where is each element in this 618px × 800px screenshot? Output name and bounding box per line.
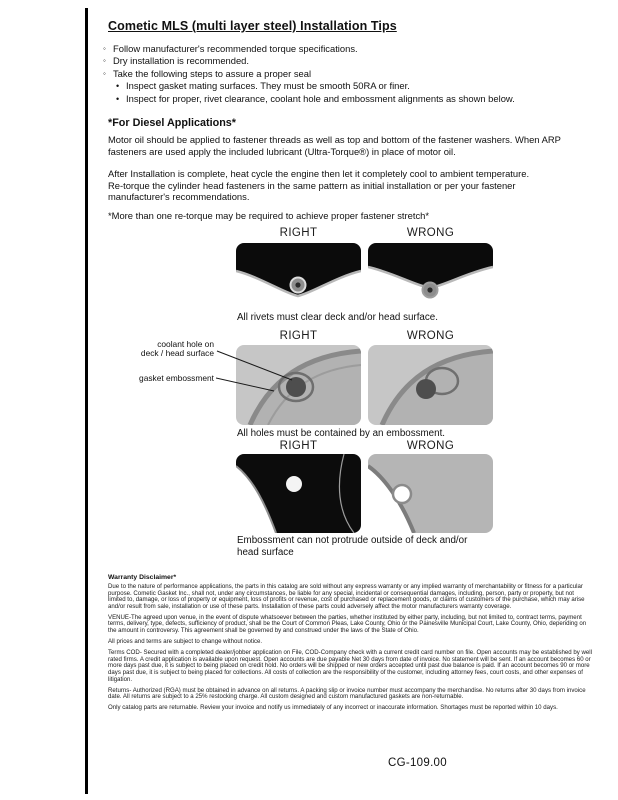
page-edge-line bbox=[85, 8, 88, 794]
list-item bbox=[103, 43, 515, 55]
filled-bullet-icon: • bbox=[116, 93, 120, 104]
diagram-hole-right bbox=[236, 345, 361, 425]
rivet-wrong-illustration bbox=[368, 243, 493, 309]
filled-bullet-icon: • bbox=[116, 81, 120, 92]
coolant-hole-label-line2: deck / head surface bbox=[140, 348, 214, 359]
list-item-text: Follow manufacturer's recommended torque specifications. bbox=[113, 43, 358, 54]
diagram-embossment-right bbox=[236, 454, 361, 533]
row3-right-label: RIGHT bbox=[279, 440, 318, 452]
open-bullet-icon: ◦ bbox=[103, 56, 106, 66]
warranty-text bbox=[108, 584, 592, 717]
row2-right-label: RIGHT bbox=[279, 330, 318, 342]
rivet-right-illustration bbox=[236, 243, 361, 309]
list-item bbox=[103, 55, 515, 67]
hole-wrong-illustration bbox=[368, 345, 493, 425]
row3-wrong-label: WRONG bbox=[406, 440, 455, 452]
coolant-hole-label bbox=[128, 340, 214, 359]
diesel-paragraph-2: After Installation is complete, heat cycle the engine then let it completely cool to ambient temperature. Re-torque the cylinder head fasteners in the same pattern as initial installation or per your fastener manufacturer's recommendations. bbox=[108, 168, 530, 203]
row1-right-label: RIGHT bbox=[279, 227, 318, 239]
list-item-text: Dry installation is recommended. bbox=[113, 55, 249, 67]
list-item bbox=[103, 68, 515, 80]
page-number: CG-109.00 bbox=[388, 757, 447, 769]
warranty-paragraph: Terms COD- Secured with a completed dealer/jobber application on File, COD-Company check with a current credit card number on file. Open accounts may be established by well rated firms. A credit application is available upon request. Open accounts are due payable Net 30 days from date of invoice. No statement will be sent. If an account becomes 60 or more days past due, it is subject to being placed on credit hold. No orders will be shipped or new orders accepted until past due balance is paid. If an account becomes 90 or more days past due, it is subject to being placed for collections. All costs of collection are the responsibility of the customer, including attorney fees, court costs, and other expenses of litigation. bbox=[108, 649, 593, 683]
embossment-right-illustration bbox=[236, 454, 361, 533]
retorque-note: *More than one re-torque may be required to achieve proper fastener stretch* bbox=[108, 210, 430, 221]
warranty-paragraph: VENUE-The agreed upon venue, in the event of dispute whatsoever between the parties, whether instituted by either party, including, but not limited to, contract terms, payment terms, delivery, type, defects, sufficiency of product, shall be the Court of Common Pleas, Lake County, Ohio or the Painesville Municipal Court, Lake County, Ohio, depending on the amount in controversy. This agreement shall be governed by and construed under the laws of the State of Ohio. bbox=[108, 613, 587, 635]
list-item-text: Take the following steps to assure a proper seal bbox=[113, 67, 312, 79]
row1-wrong-label: WRONG bbox=[406, 227, 455, 239]
warranty-paragraph: All prices and terms are subject to change without notice. bbox=[108, 638, 263, 646]
list-item bbox=[103, 93, 515, 105]
caption-embossment: Embossment can not protrude outside of deck and/or head surface bbox=[237, 535, 468, 558]
list-item bbox=[103, 80, 515, 92]
hole-right-illustration bbox=[236, 345, 361, 425]
list-item-text: Inspect for proper, rivet clearance, coolant hole and embossment alignments as shown below. bbox=[126, 92, 515, 104]
gasket-embossment-label: gasket embossment bbox=[139, 373, 214, 383]
open-bullet-icon: ◦ bbox=[103, 44, 106, 53]
diagram-embossment-wrong bbox=[368, 454, 493, 533]
diagram-hole-wrong bbox=[368, 345, 493, 425]
warranty-paragraph: Returns- Authorized (RGA) must be obtained in advance on all returns. A packing slip or invoice number must accompany the merchandise. No returns after 30 days from invoice date. All returns are subject to a 25% restocking charge. All custom designed and custom manufactured gaskets are non-returnable. bbox=[108, 686, 586, 701]
diesel-paragraph-1: Motor oil should be applied to fastener threads as well as top and bottom of the fastener washers. When ARP fasteners are used apply the included lubricant (Ultra-Torque®) in place of motor oil. bbox=[108, 134, 561, 157]
diesel-applications-heading: *For Diesel Applications* bbox=[108, 117, 236, 129]
caption-holes: All holes must be contained by an embossment. bbox=[237, 428, 446, 439]
warranty-paragraph: Due to the nature of performance applications, the parts in this catalog are sold without any express warranty or any implied warranty of merchantability or fitness for a particular purpose. Cometic Gasket Inc., shall not, under any circumstances, be liable for any special, incidental or consequential damages, including, person, party or property, but not limited to, damage, or loss of property or equipment, loss of profits or revenue, cost of purchased or replacement goods, or claims of customers of the purchase, which may arise and/or result from sale, installation or use of these parts. Installation of these parts could adversely affect the motor manufacturers warranty coverage. bbox=[108, 583, 585, 610]
open-bullet-icon: ◦ bbox=[103, 68, 106, 78]
list-item-text: Inspect gasket mating surfaces. They must be smooth 50RA or finer. bbox=[126, 80, 410, 92]
embossment-wrong-illustration bbox=[368, 454, 493, 533]
caption-rivets: All rivets must clear deck and/or head surface. bbox=[237, 312, 438, 323]
row2-wrong-label: WRONG bbox=[406, 330, 455, 342]
warranty-paragraph: Only catalog parts are returnable. Review your invoice and notify us immediately of any incorrect or inaccurate information. Shortages must be reported within 10 days. bbox=[108, 704, 558, 712]
page-title: Cometic MLS (multi layer steel) Installation Tips bbox=[108, 19, 397, 33]
diagram-rivet-wrong bbox=[368, 243, 493, 309]
warranty-heading: Warranty Disclaimer* bbox=[108, 574, 177, 581]
installation-tips-list bbox=[103, 43, 515, 105]
coolant-hole-label-line1: coolant hole on bbox=[157, 339, 214, 349]
diagram-rivet-right bbox=[236, 243, 361, 309]
